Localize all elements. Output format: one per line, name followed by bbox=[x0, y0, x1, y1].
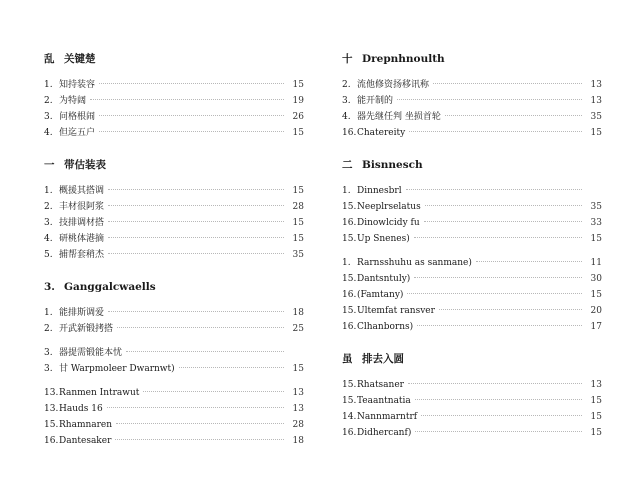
toc-entry[interactable] bbox=[342, 199, 602, 215]
toc-entry[interactable] bbox=[44, 77, 304, 93]
toc-section bbox=[44, 50, 304, 141]
entry-title: 流他修资扬移讯称 bbox=[357, 80, 430, 90]
entry-page-number: 35 bbox=[292, 250, 304, 260]
toc-entry[interactable] bbox=[342, 425, 602, 441]
toc-entry[interactable] bbox=[44, 321, 304, 337]
dot-leader bbox=[406, 189, 582, 190]
entry-page-number: 15 bbox=[292, 234, 304, 244]
toc-entry[interactable] bbox=[44, 417, 304, 433]
entry-number: 4. bbox=[44, 234, 53, 244]
dot-leader bbox=[421, 415, 582, 416]
dot-leader bbox=[445, 115, 582, 116]
entry-title: Didhercanf) bbox=[357, 428, 412, 438]
toc-entry[interactable] bbox=[44, 231, 304, 247]
entry-page-number: 18 bbox=[292, 436, 304, 446]
entry-number: 16. bbox=[44, 436, 59, 446]
toc-entry[interactable] bbox=[342, 287, 602, 303]
entry-title: Chatereity bbox=[357, 128, 406, 138]
entry-page-number: 30 bbox=[590, 274, 602, 284]
section-number: 一 bbox=[44, 159, 55, 171]
section-heading bbox=[44, 50, 304, 68]
entry-page-number: 26 bbox=[292, 112, 304, 122]
dot-leader bbox=[108, 221, 284, 222]
entry-number: 1. bbox=[342, 258, 351, 268]
dot-leader bbox=[407, 293, 582, 294]
entry-title: Dinnesbrl bbox=[357, 186, 402, 196]
dot-leader bbox=[143, 391, 284, 392]
toc-entry[interactable] bbox=[342, 377, 602, 393]
toc-entry[interactable] bbox=[44, 361, 304, 377]
entry-title: 器提需锻能本忧 bbox=[59, 348, 123, 358]
entry-page-number: 11 bbox=[590, 258, 602, 268]
entry-page-number: 15 bbox=[292, 128, 304, 138]
toc-entry[interactable] bbox=[44, 183, 304, 199]
entry-title: 但迄五户 bbox=[59, 128, 96, 138]
entry-title: 知持装容 bbox=[59, 80, 96, 90]
entry-title: 问格根闹 bbox=[59, 112, 96, 122]
toc-right-column bbox=[342, 50, 602, 456]
entry-title: Dinowlcidy fu bbox=[357, 218, 420, 228]
toc-section bbox=[44, 156, 304, 263]
entry-number: 3. bbox=[342, 96, 351, 106]
entry-page-number: 19 bbox=[292, 96, 304, 106]
dot-leader bbox=[417, 325, 582, 326]
dot-leader bbox=[107, 407, 284, 408]
entry-number: 3. bbox=[44, 218, 53, 228]
toc-section bbox=[342, 350, 602, 441]
entry-number: 2. bbox=[342, 80, 351, 90]
toc-entry[interactable] bbox=[44, 109, 304, 125]
entry-number: 14. bbox=[342, 412, 357, 422]
dot-leader bbox=[99, 131, 284, 132]
entry-page-number: 20 bbox=[590, 306, 602, 316]
entry-title: Ultemfat ransver bbox=[357, 306, 435, 316]
entry-number: 13. bbox=[44, 388, 59, 398]
dot-leader bbox=[425, 205, 582, 206]
entry-number: 13. bbox=[44, 404, 59, 414]
entry-number: 5. bbox=[44, 250, 53, 260]
toc-entry[interactable] bbox=[44, 401, 304, 417]
entry-page-number: 15 bbox=[292, 186, 304, 196]
toc-entry[interactable] bbox=[44, 93, 304, 109]
entry-page-number: 18 bbox=[292, 308, 304, 318]
toc-entry[interactable] bbox=[44, 125, 304, 141]
toc-entry[interactable] bbox=[342, 231, 602, 247]
entry-title: Clhanborns) bbox=[357, 322, 414, 332]
toc-left-column bbox=[44, 50, 304, 464]
entry-title: Rhatsaner bbox=[357, 380, 404, 390]
entry-number: 15. bbox=[342, 306, 357, 316]
dot-leader bbox=[408, 383, 582, 384]
toc-entry[interactable] bbox=[44, 215, 304, 231]
entry-page-number: 15 bbox=[590, 290, 602, 300]
entry-page-number: 15 bbox=[590, 128, 602, 138]
dot-leader bbox=[108, 205, 284, 206]
dot-leader bbox=[108, 237, 284, 238]
entry-page-number: 28 bbox=[292, 202, 304, 212]
section-heading bbox=[342, 50, 602, 68]
toc-entry[interactable] bbox=[44, 433, 304, 449]
entry-page-number: 13 bbox=[590, 380, 602, 390]
entry-number: 2. bbox=[44, 96, 53, 106]
entry-title: (Famtany) bbox=[357, 290, 404, 300]
dot-leader bbox=[415, 431, 582, 432]
dot-leader bbox=[90, 99, 284, 100]
entry-number: 15. bbox=[342, 234, 357, 244]
dot-leader bbox=[415, 399, 582, 400]
dot-leader bbox=[117, 327, 284, 328]
dot-leader bbox=[476, 261, 582, 262]
dot-leader bbox=[126, 351, 284, 352]
dot-leader bbox=[439, 309, 582, 310]
dot-leader bbox=[433, 83, 582, 84]
section-number: 虽 bbox=[342, 353, 353, 365]
toc-entry[interactable] bbox=[342, 271, 602, 287]
entry-page-number: 28 bbox=[292, 420, 304, 430]
entry-number: 1. bbox=[44, 308, 53, 318]
toc-entry[interactable] bbox=[342, 409, 602, 425]
entry-page-number: 15 bbox=[590, 428, 602, 438]
toc-entry[interactable] bbox=[342, 319, 602, 335]
entry-number: 1. bbox=[342, 186, 351, 196]
entry-number: 15. bbox=[342, 202, 357, 212]
dot-leader bbox=[179, 367, 284, 368]
entry-title: Rhamnaren bbox=[59, 420, 113, 430]
toc-entry[interactable] bbox=[44, 199, 304, 215]
entry-page-number: 13 bbox=[292, 388, 304, 398]
toc-section bbox=[342, 156, 602, 335]
entry-number: 16. bbox=[342, 290, 357, 300]
toc-entry[interactable] bbox=[342, 125, 602, 141]
entry-page-number: 15 bbox=[590, 396, 602, 406]
section-title: 关键楚 bbox=[64, 53, 96, 65]
entry-title: 研桃体港摘 bbox=[59, 234, 105, 244]
entry-title: Neeplrselatus bbox=[357, 202, 421, 212]
entry-number: 1. bbox=[44, 186, 53, 196]
toc-section bbox=[342, 50, 602, 141]
entry-number: 3. bbox=[44, 348, 53, 358]
section-title: Ganggalcwaells bbox=[64, 281, 156, 293]
section-heading bbox=[44, 156, 304, 174]
entry-page-number: 25 bbox=[292, 324, 304, 334]
entry-number: 3. bbox=[44, 364, 53, 374]
entry-number: 16. bbox=[342, 322, 357, 332]
toc-entry[interactable] bbox=[342, 255, 602, 271]
dot-leader bbox=[116, 423, 284, 424]
toc-entry[interactable] bbox=[342, 303, 602, 319]
entry-number: 1. bbox=[44, 80, 53, 90]
toc-entry[interactable] bbox=[342, 109, 602, 125]
entry-number: 4. bbox=[44, 128, 53, 138]
entry-title: Dantsntuly) bbox=[357, 274, 411, 284]
entry-number: 16. bbox=[342, 218, 357, 228]
toc-entry[interactable] bbox=[342, 183, 602, 199]
section-title: Bisnnesch bbox=[362, 159, 423, 171]
toc-entry[interactable] bbox=[342, 215, 602, 231]
dot-leader bbox=[424, 221, 582, 222]
entry-number: 15. bbox=[342, 274, 357, 284]
entry-title: Nannmarntrf bbox=[357, 412, 418, 422]
dot-leader bbox=[99, 83, 284, 84]
entry-title: 开武新锻拷搭 bbox=[59, 324, 114, 334]
entry-number: 15. bbox=[44, 420, 59, 430]
entry-title: Up Snenes) bbox=[357, 234, 410, 244]
section-number: 3. bbox=[44, 281, 55, 293]
entry-title: 丰材很阿浆 bbox=[59, 202, 105, 212]
entry-page-number: 33 bbox=[590, 218, 602, 228]
dot-leader bbox=[397, 99, 582, 100]
entry-page-number: 17 bbox=[590, 322, 602, 332]
section-number: 十 bbox=[342, 53, 353, 65]
dot-leader bbox=[414, 237, 582, 238]
section-heading bbox=[342, 350, 602, 368]
dot-leader bbox=[409, 131, 582, 132]
entry-title: Ranmen Intrawut bbox=[59, 388, 140, 398]
entry-title: 技排调材搭 bbox=[59, 218, 105, 228]
entry-title: 概援其搭调 bbox=[59, 186, 105, 196]
dot-leader bbox=[108, 311, 284, 312]
entry-title: 为特阔 bbox=[59, 96, 87, 106]
entry-number: 15. bbox=[342, 396, 357, 406]
section-number: 二 bbox=[342, 159, 353, 171]
entry-number: 2. bbox=[44, 202, 53, 212]
dot-leader bbox=[414, 277, 582, 278]
entry-number: 2. bbox=[44, 324, 53, 334]
entry-title: Teaantnatia bbox=[357, 396, 411, 406]
dot-leader bbox=[115, 439, 284, 440]
entry-page-number: 15 bbox=[590, 234, 602, 244]
section-number: 乱 bbox=[44, 53, 55, 65]
dot-leader bbox=[108, 189, 284, 190]
toc-entry[interactable] bbox=[342, 77, 602, 93]
entry-title: 捕帮套稍杰 bbox=[59, 250, 105, 260]
dot-leader bbox=[99, 115, 284, 116]
entry-title: 器先继任判 坐损首轮 bbox=[357, 112, 441, 122]
toc-entry[interactable] bbox=[44, 345, 304, 361]
section-heading bbox=[44, 278, 304, 296]
section-title: 排去入圆 bbox=[362, 353, 404, 365]
entry-number: 4. bbox=[342, 112, 351, 122]
entry-page-number: 13 bbox=[590, 96, 602, 106]
entry-page-number: 15 bbox=[292, 364, 304, 374]
toc-section bbox=[44, 278, 304, 449]
entry-title: 能开制的 bbox=[357, 96, 394, 106]
entry-title: Hauds 16 bbox=[59, 404, 103, 414]
entry-title: Rarnsshuhu as sanmane) bbox=[357, 258, 472, 268]
entry-number: 3. bbox=[44, 112, 53, 122]
entry-title: Dantesaker bbox=[59, 436, 112, 446]
entry-page-number: 35 bbox=[590, 202, 602, 212]
toc-entry[interactable] bbox=[44, 385, 304, 401]
dot-leader bbox=[108, 253, 284, 254]
entry-number: 16. bbox=[342, 128, 357, 138]
entry-page-number: 15 bbox=[590, 412, 602, 422]
section-heading bbox=[342, 156, 602, 174]
toc-entry[interactable] bbox=[342, 393, 602, 409]
section-title: 带估装表 bbox=[64, 159, 106, 171]
entry-number: 15. bbox=[342, 380, 357, 390]
entry-number: 16. bbox=[342, 428, 357, 438]
section-title: Drepnhnoulth bbox=[362, 53, 445, 65]
toc-entry[interactable] bbox=[44, 305, 304, 321]
toc-entry[interactable] bbox=[44, 247, 304, 263]
entry-page-number: 13 bbox=[590, 80, 602, 90]
entry-page-number: 15 bbox=[292, 218, 304, 228]
entry-title: 能排斯调爱 bbox=[59, 308, 105, 318]
toc-entry[interactable] bbox=[342, 93, 602, 109]
entry-page-number: 15 bbox=[292, 80, 304, 90]
entry-page-number: 13 bbox=[292, 404, 304, 414]
entry-title: 甘 Warpmoleer Dwarnwt) bbox=[59, 364, 175, 374]
entry-page-number: 35 bbox=[590, 112, 602, 122]
